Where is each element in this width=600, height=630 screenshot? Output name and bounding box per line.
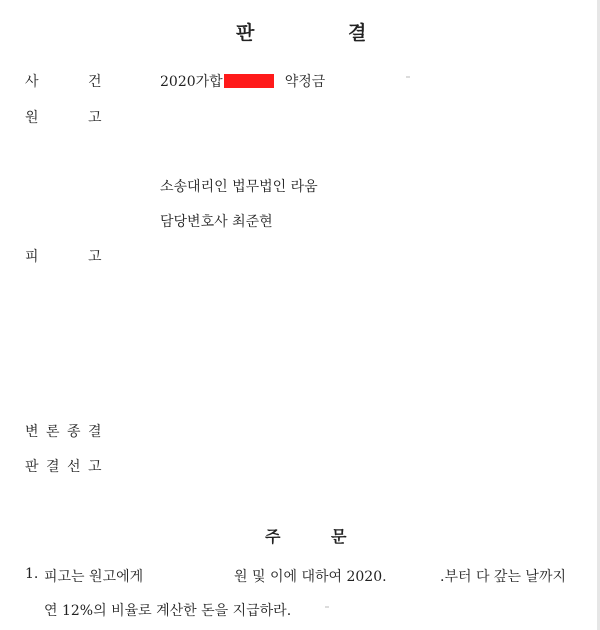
case-label-char-2: 건 <box>88 74 102 90</box>
case-label-char-1: 사 <box>25 74 39 90</box>
document-title-second-char: 결 <box>348 22 367 44</box>
judgment-date-char-4: 고 <box>88 459 102 475</box>
case-name: 약정금 <box>284 74 326 90</box>
order-title-second-char: 문 <box>331 527 347 546</box>
plaintiff-attorney: 담당변호사 최준현 <box>160 214 273 230</box>
hearing-end-char-3: 종 <box>67 424 81 440</box>
case-number-line <box>160 71 325 91</box>
document-title-first-char: 판 <box>236 22 255 44</box>
order-item-part-3: .부터 다 갚는 날까지 <box>440 569 566 585</box>
plaintiff-label-char-2: 고 <box>88 110 102 126</box>
defendant-label-char-1: 피 <box>25 249 39 265</box>
hearing-end-char-1: 변 <box>25 424 39 440</box>
order-item-number: 1. <box>25 566 39 582</box>
order-item-part-1: 피고는 원고에게 <box>44 569 144 585</box>
judgment-date-char-2: 결 <box>46 459 60 475</box>
case-number-prefix: 2020가합 <box>160 74 223 90</box>
order-title-first-char: 주 <box>265 527 281 546</box>
order-item-line-2: 연 12%의 비율로 계산한 돈을 지급하라. <box>44 603 292 619</box>
redaction-box <box>224 74 274 88</box>
plaintiff-agent: 소송대리인 법무법인 라움 <box>160 179 318 195</box>
scan-speck <box>406 76 410 78</box>
judgment-date-char-1: 판 <box>25 459 39 475</box>
plaintiff-label-char-1: 원 <box>25 110 39 126</box>
scan-speck <box>325 606 329 608</box>
order-item-part-2: 원 및 이에 대하여 2020. <box>234 569 387 585</box>
judgment-date-char-3: 선 <box>67 459 81 475</box>
hearing-end-char-2: 론 <box>46 424 60 440</box>
hearing-end-char-4: 결 <box>88 424 102 440</box>
defendant-label-char-2: 고 <box>88 249 102 265</box>
